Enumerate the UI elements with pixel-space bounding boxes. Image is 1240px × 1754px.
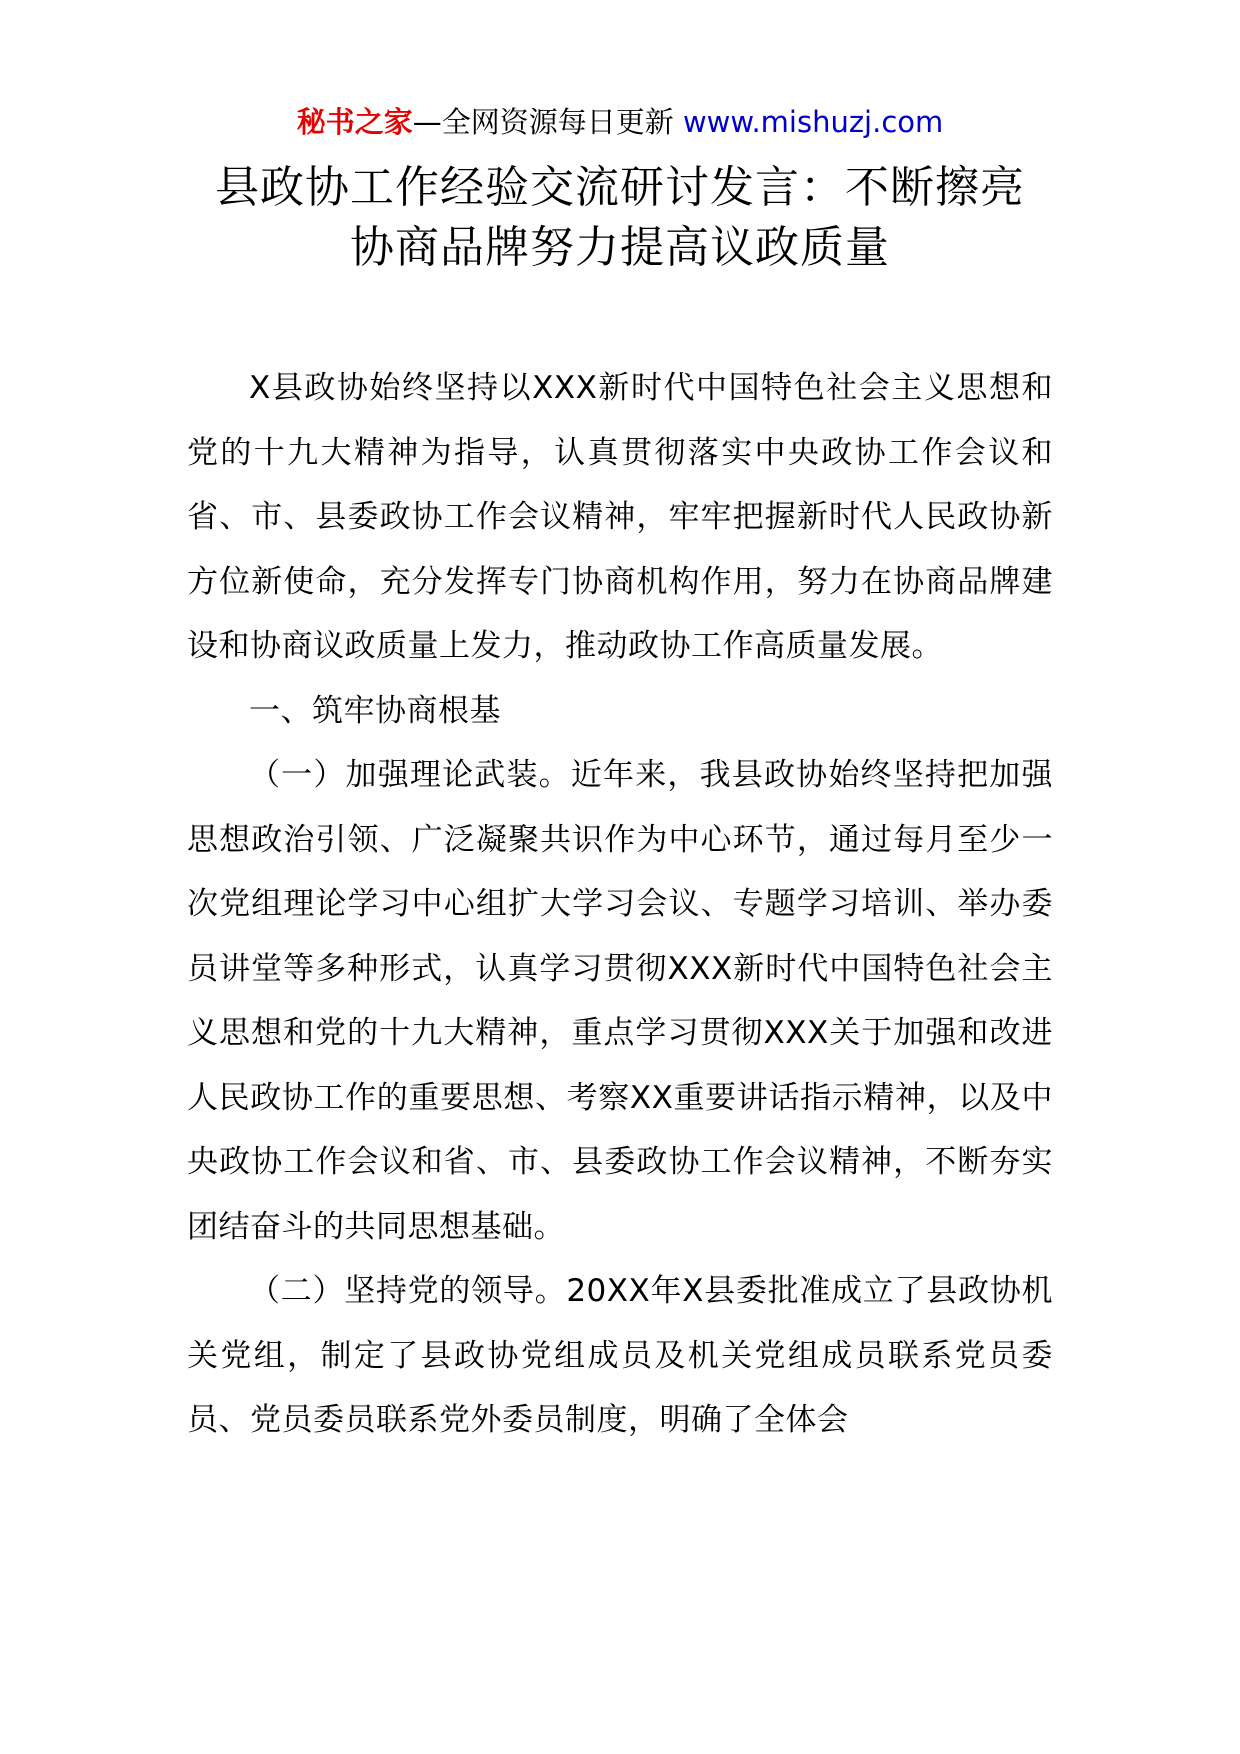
title-line-2: 协商品牌努力提高议政质量: [350, 222, 890, 273]
document-body: [187, 356, 1053, 1453]
site-header: [0, 100, 1240, 144]
document-title: [140, 158, 1100, 278]
paragraph-party-leadership: （二）坚持党的领导。20XX年X县委批准成立了县政协机关党组，制定了县政协党组成员及机关党组成员联系党员委员、党员委员联系党外委员制度，明确了全体会: [187, 1273, 1053, 1438]
section-heading-1: 一、筑牢协商根基: [249, 692, 501, 729]
intro-paragraph: X县政协始终坚持以XXX新时代中国特色社会主义思想和党的十九大精神为指导，认真贯彻落实中央政协工作会议和省、市、县委政协工作会议精神，牢牢把握新时代人民政协新方位新使命，充分发挥专门协商机构作用，努力在协商品牌建设和协商议政质量上发力，推动政协工作高质量发展。: [187, 370, 1053, 664]
paragraph-theory: （一）加强理论武装。近年来，我县政协始终坚持把加强思想政治引领、广泛凝聚共识作为中心环节，通过每月至少一次党组理论学习中心组扩大学习会议、专题学习培训、举办委员讲堂等多种形式，认真学习贯彻XXX新时代中国特色社会主义思想和党的十九大精神，重点学习贯彻XXX关于加强和改进人民政协工作的重要思想、考察XX重要讲话指示精神，以及中央政协工作会议和省、市、县委政协工作会议精神，不断夯实团结奋斗的共同思想基础。: [187, 757, 1053, 1245]
header-url-link[interactable]: www.mishuzj.com: [682, 105, 944, 139]
title-line-1: 县政协工作经验交流研讨发言：不断擦亮: [215, 162, 1025, 213]
header-tagline: —全网资源每日更新: [412, 105, 674, 139]
header-brand: 秘书之家: [296, 105, 413, 139]
